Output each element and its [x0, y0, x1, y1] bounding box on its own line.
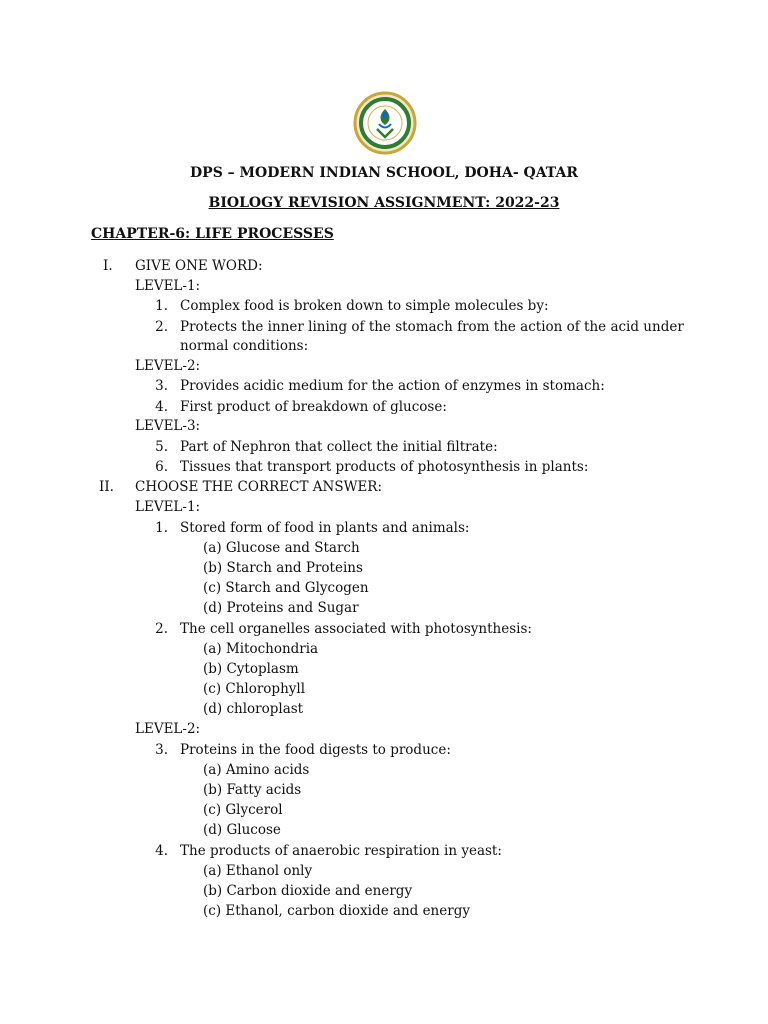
level-label: LEVEL-2:	[135, 358, 201, 374]
answer-option: (b) Starch and Proteins	[203, 560, 363, 576]
answer-option: (c) Ethanol, carbon dioxide and energy	[203, 903, 470, 919]
answer-option: (b) Cytoplasm	[203, 661, 299, 677]
question-text: Complex food is broken down to simple molecules by:	[180, 298, 549, 314]
answer-option: (a) Mitochondria	[203, 641, 319, 657]
school-logo	[353, 91, 417, 155]
question-number: 2.	[155, 621, 168, 637]
question-number: 3.	[155, 378, 168, 394]
question-text: Tissues that transport products of photosynthesis in plants:	[180, 459, 589, 475]
answer-option: (d) Glucose	[203, 822, 281, 838]
question-text: Proteins in the food digests to produce:	[180, 742, 451, 758]
question-text: The cell organelles associated with photosynthesis:	[180, 621, 532, 637]
question-number: 4.	[155, 399, 168, 415]
answer-option: (c) Glycerol	[203, 802, 283, 818]
question-text: Stored form of food in plants and animals:	[180, 520, 470, 536]
question-text: Part of Nephron that collect the initial filtrate:	[180, 439, 498, 455]
level-label: LEVEL-3:	[135, 418, 201, 434]
question-text: The products of anaerobic respiration in yeast:	[180, 843, 502, 859]
answer-option: (a) Amino acids	[203, 762, 310, 778]
section-heading: GIVE ONE WORD:	[135, 258, 263, 274]
answer-option: (d) Proteins and Sugar	[203, 600, 359, 616]
question-number: 6.	[155, 459, 168, 475]
question-text: Provides acidic medium for the action of enzymes in stomach:	[180, 378, 605, 394]
level-label: LEVEL-2:	[135, 721, 201, 737]
question-text: First product of breakdown of glucose:	[180, 399, 447, 415]
answer-option: (d) chloroplast	[203, 701, 304, 717]
question-number: 3.	[155, 742, 168, 758]
question-number: 1.	[155, 520, 168, 536]
answer-option: (a) Glucose and Starch	[203, 540, 360, 556]
chapter-heading: CHAPTER-6: LIFE PROCESSES	[91, 226, 334, 242]
question-number: 4.	[155, 843, 168, 859]
question-number: 2.	[155, 319, 168, 335]
answer-option: (c) Chlorophyll	[203, 681, 306, 697]
answer-option: (a) Ethanol only	[203, 863, 313, 879]
answer-option: (b) Carbon dioxide and energy	[203, 883, 413, 899]
section-numeral: II.	[99, 479, 114, 495]
school-name: DPS – MODERN INDIAN SCHOOL, DOHA- QATAR	[190, 165, 578, 181]
level-label: LEVEL-1:	[135, 278, 201, 294]
section-heading: CHOOSE THE CORRECT ANSWER:	[135, 479, 383, 495]
assignment-title: BIOLOGY REVISION ASSIGNMENT: 2022-23	[208, 195, 560, 211]
question-text-continued: normal conditions:	[180, 338, 309, 354]
answer-option: (c) Starch and Glycogen	[203, 580, 369, 596]
question-number: 1.	[155, 298, 168, 314]
question-number: 5.	[155, 439, 168, 455]
section-numeral: I.	[103, 258, 113, 274]
answer-option: (b) Fatty acids	[203, 782, 302, 798]
question-text: Protects the inner lining of the stomach from the action of the acid under	[180, 319, 684, 335]
level-label: LEVEL-1:	[135, 499, 201, 515]
